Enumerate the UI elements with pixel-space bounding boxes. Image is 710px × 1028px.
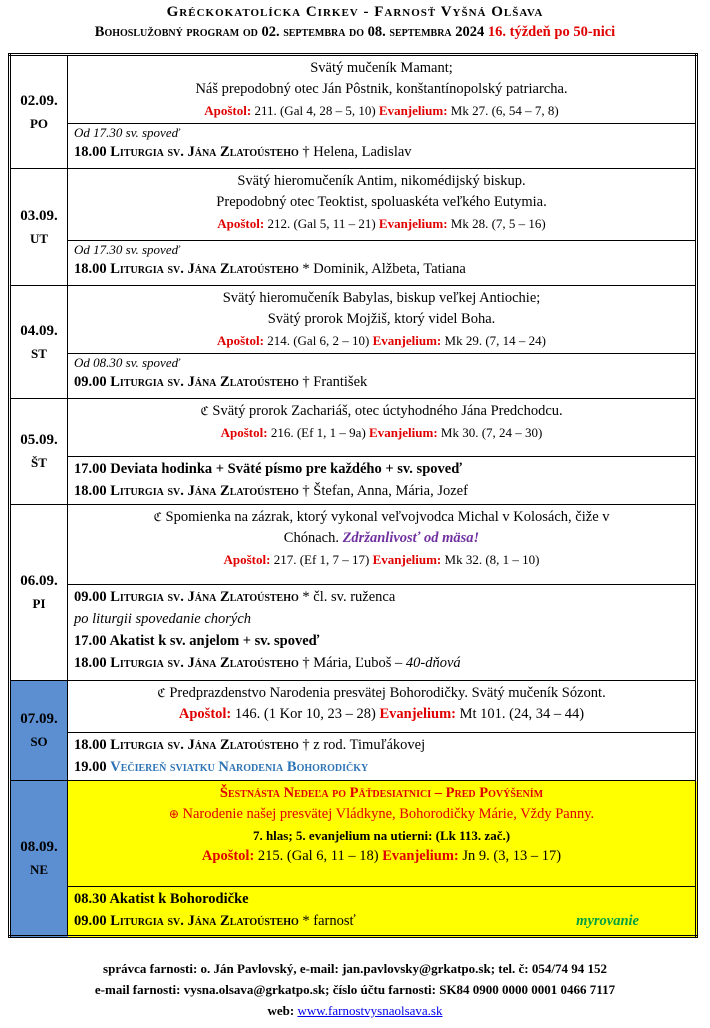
day-cell (10, 286, 68, 399)
service-cell (68, 887, 697, 937)
readings: Apoštol: 217. (Ef 1, 7 – 17) Evanjelium: Mk 32. (8, 1 – 10) (223, 552, 540, 567)
feast-line: Chónach. Zdržanlivosť od mäsa! (283, 530, 480, 546)
day-date: 05.09. (20, 432, 58, 448)
service-line: 09.00 Liturgia sv. Jána Zlatoústeho * čl. sv. ruženca (74, 589, 396, 605)
day-cell (10, 55, 68, 169)
confession-note: Od 17.30 sv. spoveď (74, 242, 180, 257)
service-line: 09.00 Liturgia sv. Jána Zlatoústeho * farnosť myrovanie (74, 910, 689, 932)
service-cell (68, 457, 697, 505)
feast-cell (68, 399, 697, 457)
page-title: Gréckokatolícka Cirkev - Farnosť Vyšná Olšava (166, 4, 544, 20)
feast-cell (68, 505, 697, 585)
day-weekday: UT (29, 230, 49, 246)
service-line: 18.00 Liturgia sv. Jána Zlatoústeho † Helena, Ladislav (74, 144, 412, 160)
service-line: 18.00 Liturgia sv. Jána Zlatoústeho † Štefan, Anna, Mária, Jozef (74, 483, 468, 499)
readings: Apoštol: 212. (Gal 5, 11 – 21) Evanjelium: Mk 28. (7, 5 – 16) (217, 216, 546, 231)
sunday-title: Šestnásta Nedeľa po Päťdesiatnici – Pred Povýšením (219, 785, 544, 801)
feast-cell (68, 169, 697, 241)
feast-line: ⊕ Narodenie našej presvätej Vládkyne, Bohorodičky Márie, Vždy Panny. (168, 806, 595, 822)
website-link[interactable]: www.farnostvysnaolsava.sk (297, 1003, 443, 1018)
service-cell (68, 354, 697, 399)
feast-cell (68, 55, 697, 124)
footer-contact: správca farnosti: o. Ján Pavlovský, e-mail: jan.pavlovsky@grkatpo.sk; tel. č: 054/74 94 152 (103, 961, 607, 976)
day-weekday: PI (32, 596, 46, 611)
service-line: 18.00 Liturgia sv. Jána Zlatoústeho † Mária, Ľuboš – 40-dňová (74, 655, 461, 671)
day-weekday: NE (29, 861, 49, 877)
service-line: 17.00 Akatist k sv. anjelom + sv. spoveď (74, 633, 320, 649)
readings: Apoštol: 211. (Gal 4, 28 – 5, 10) Evanjelium: Mk 27. (6, 54 – 7, 8) (204, 103, 559, 118)
schedule-table (8, 53, 698, 938)
feast-line: Svätý hieromučeník Antim, nikomédijský biskup. (237, 173, 526, 189)
tone-line: 7. hlas; 5. evanjelium na utierni: (Lk 113. zač.) (252, 828, 511, 843)
readings: Apoštol: 215. (Gal 6, 11 – 18) Evanjelium: Jn 9. (3, 13 – 17) (201, 848, 562, 864)
service-cell (68, 241, 697, 286)
service-cell (68, 585, 697, 681)
feast-symbol-icon: ℭ (200, 404, 209, 418)
confession-note: Od 17.30 sv. spoveď (74, 125, 180, 140)
readings: Apoštol: 146. (1 Kor 10, 23 – 28) Evanjelium: Mt 101. (24, 34 – 44) (178, 706, 585, 722)
service-line: 08.30 Akatist k Bohorodičke (74, 891, 249, 907)
feast-line: ℭ Predprazdenstvo Narodenia presvätej Bohorodičky. Svätý mučeník Sózont. (157, 685, 606, 701)
confession-note: Od 08.30 sv. spoveď (74, 355, 180, 370)
page-subtitle (0, 24, 710, 44)
feast-line: Náš prepodobný otec Ján Pôstnik, konštantínopolský patriarcha. (195, 81, 568, 97)
myrovanie-note: myrovanie (576, 913, 639, 929)
footer-account: e-mail farnosti: vysna.olsava@grkatpo.sk; číslo účtu farnosti: SK84 0900 0000 0001 0466 7117 (94, 982, 616, 997)
feast-symbol-icon: ℭ (153, 510, 162, 524)
day-date: 03.09. (20, 207, 58, 224)
date-range: Bohoslužobný program od 02. septembra do 08. septembra 2024 (94, 24, 485, 40)
day-weekday: PO (29, 115, 49, 131)
feast-line: Svätý prorok Mojžiš, ktorý videl Boha. (267, 311, 496, 327)
day-date: 06.09. (20, 573, 58, 589)
service-line: 17.00 Deviata hodinka + Sväté písmo pre každého + sv. spoveď (74, 461, 462, 477)
day-cell (10, 169, 68, 286)
service-cell (68, 733, 697, 781)
feast-line: Svätý mučeník Mamant; (310, 60, 453, 76)
readings: Apoštol: 216. (Ef 1, 1 – 9a) Evanjelium: Mk 30. (7, 24 – 30) (220, 425, 543, 440)
day-date: 04.09. (20, 322, 58, 339)
service-line: 18.00 Liturgia sv. Jána Zlatoústeho * Dominik, Alžbeta, Tatiana (74, 261, 466, 277)
day-cell (10, 505, 68, 681)
service-cell (68, 124, 697, 169)
feast-symbol-icon: ℭ (157, 686, 166, 700)
day-cell (10, 399, 68, 505)
footer (0, 958, 710, 1021)
fast-note: Zdržanlivosť od mäsa! (342, 530, 480, 546)
feast-line: ℭ Svätý prorok Zachariáš, otec úctyhodného Jána Predchodcu. (200, 403, 563, 419)
feast-line: Prepodobný otec Teoktist, spoluaskéta veľkého Eutymia. (216, 194, 547, 210)
day-weekday: ŠT (31, 455, 47, 470)
cross-icon: ⊕ (168, 807, 179, 821)
day-date: 07.09. (20, 711, 58, 727)
feast-line: Svätý hieromučeník Babylas, biskup veľkej Antiochie; (222, 290, 541, 306)
day-date: 08.09. (20, 838, 58, 855)
service-line: 09.00 Liturgia sv. Jána Zlatoústeho † František (74, 374, 368, 390)
service-line: 19.00 Večiereň sviatku Narodenia Bohorodičky (74, 759, 369, 775)
feast-cell (68, 286, 697, 354)
day-weekday: SO (30, 734, 48, 749)
sick-confession-note: po liturgii spovedanie chorých (74, 611, 252, 627)
day-weekday: ST (31, 345, 47, 361)
feast-line: ℭ Spomienka na zázrak, ktorý vykonal veľvojvodca Michal v Kolosách, čiže v (153, 509, 610, 525)
service-line: 18.00 Liturgia sv. Jána Zlatoústeho † z rod. Timuľákovej (74, 737, 426, 753)
day-date: 02.09. (20, 92, 58, 109)
footer-web: web: www.farnostvysnaolsava.sk (267, 1003, 443, 1018)
readings: Apoštol: 214. (Gal 6, 2 – 10) Evanjelium: Mk 29. (7, 14 – 24) (217, 333, 546, 348)
day-row (10, 55, 697, 124)
day-cell (10, 681, 68, 781)
week-label: 16. týždeň po 50-nici (487, 24, 616, 40)
feast-cell (68, 781, 697, 887)
feast-cell (68, 681, 697, 733)
day-cell (10, 781, 68, 937)
